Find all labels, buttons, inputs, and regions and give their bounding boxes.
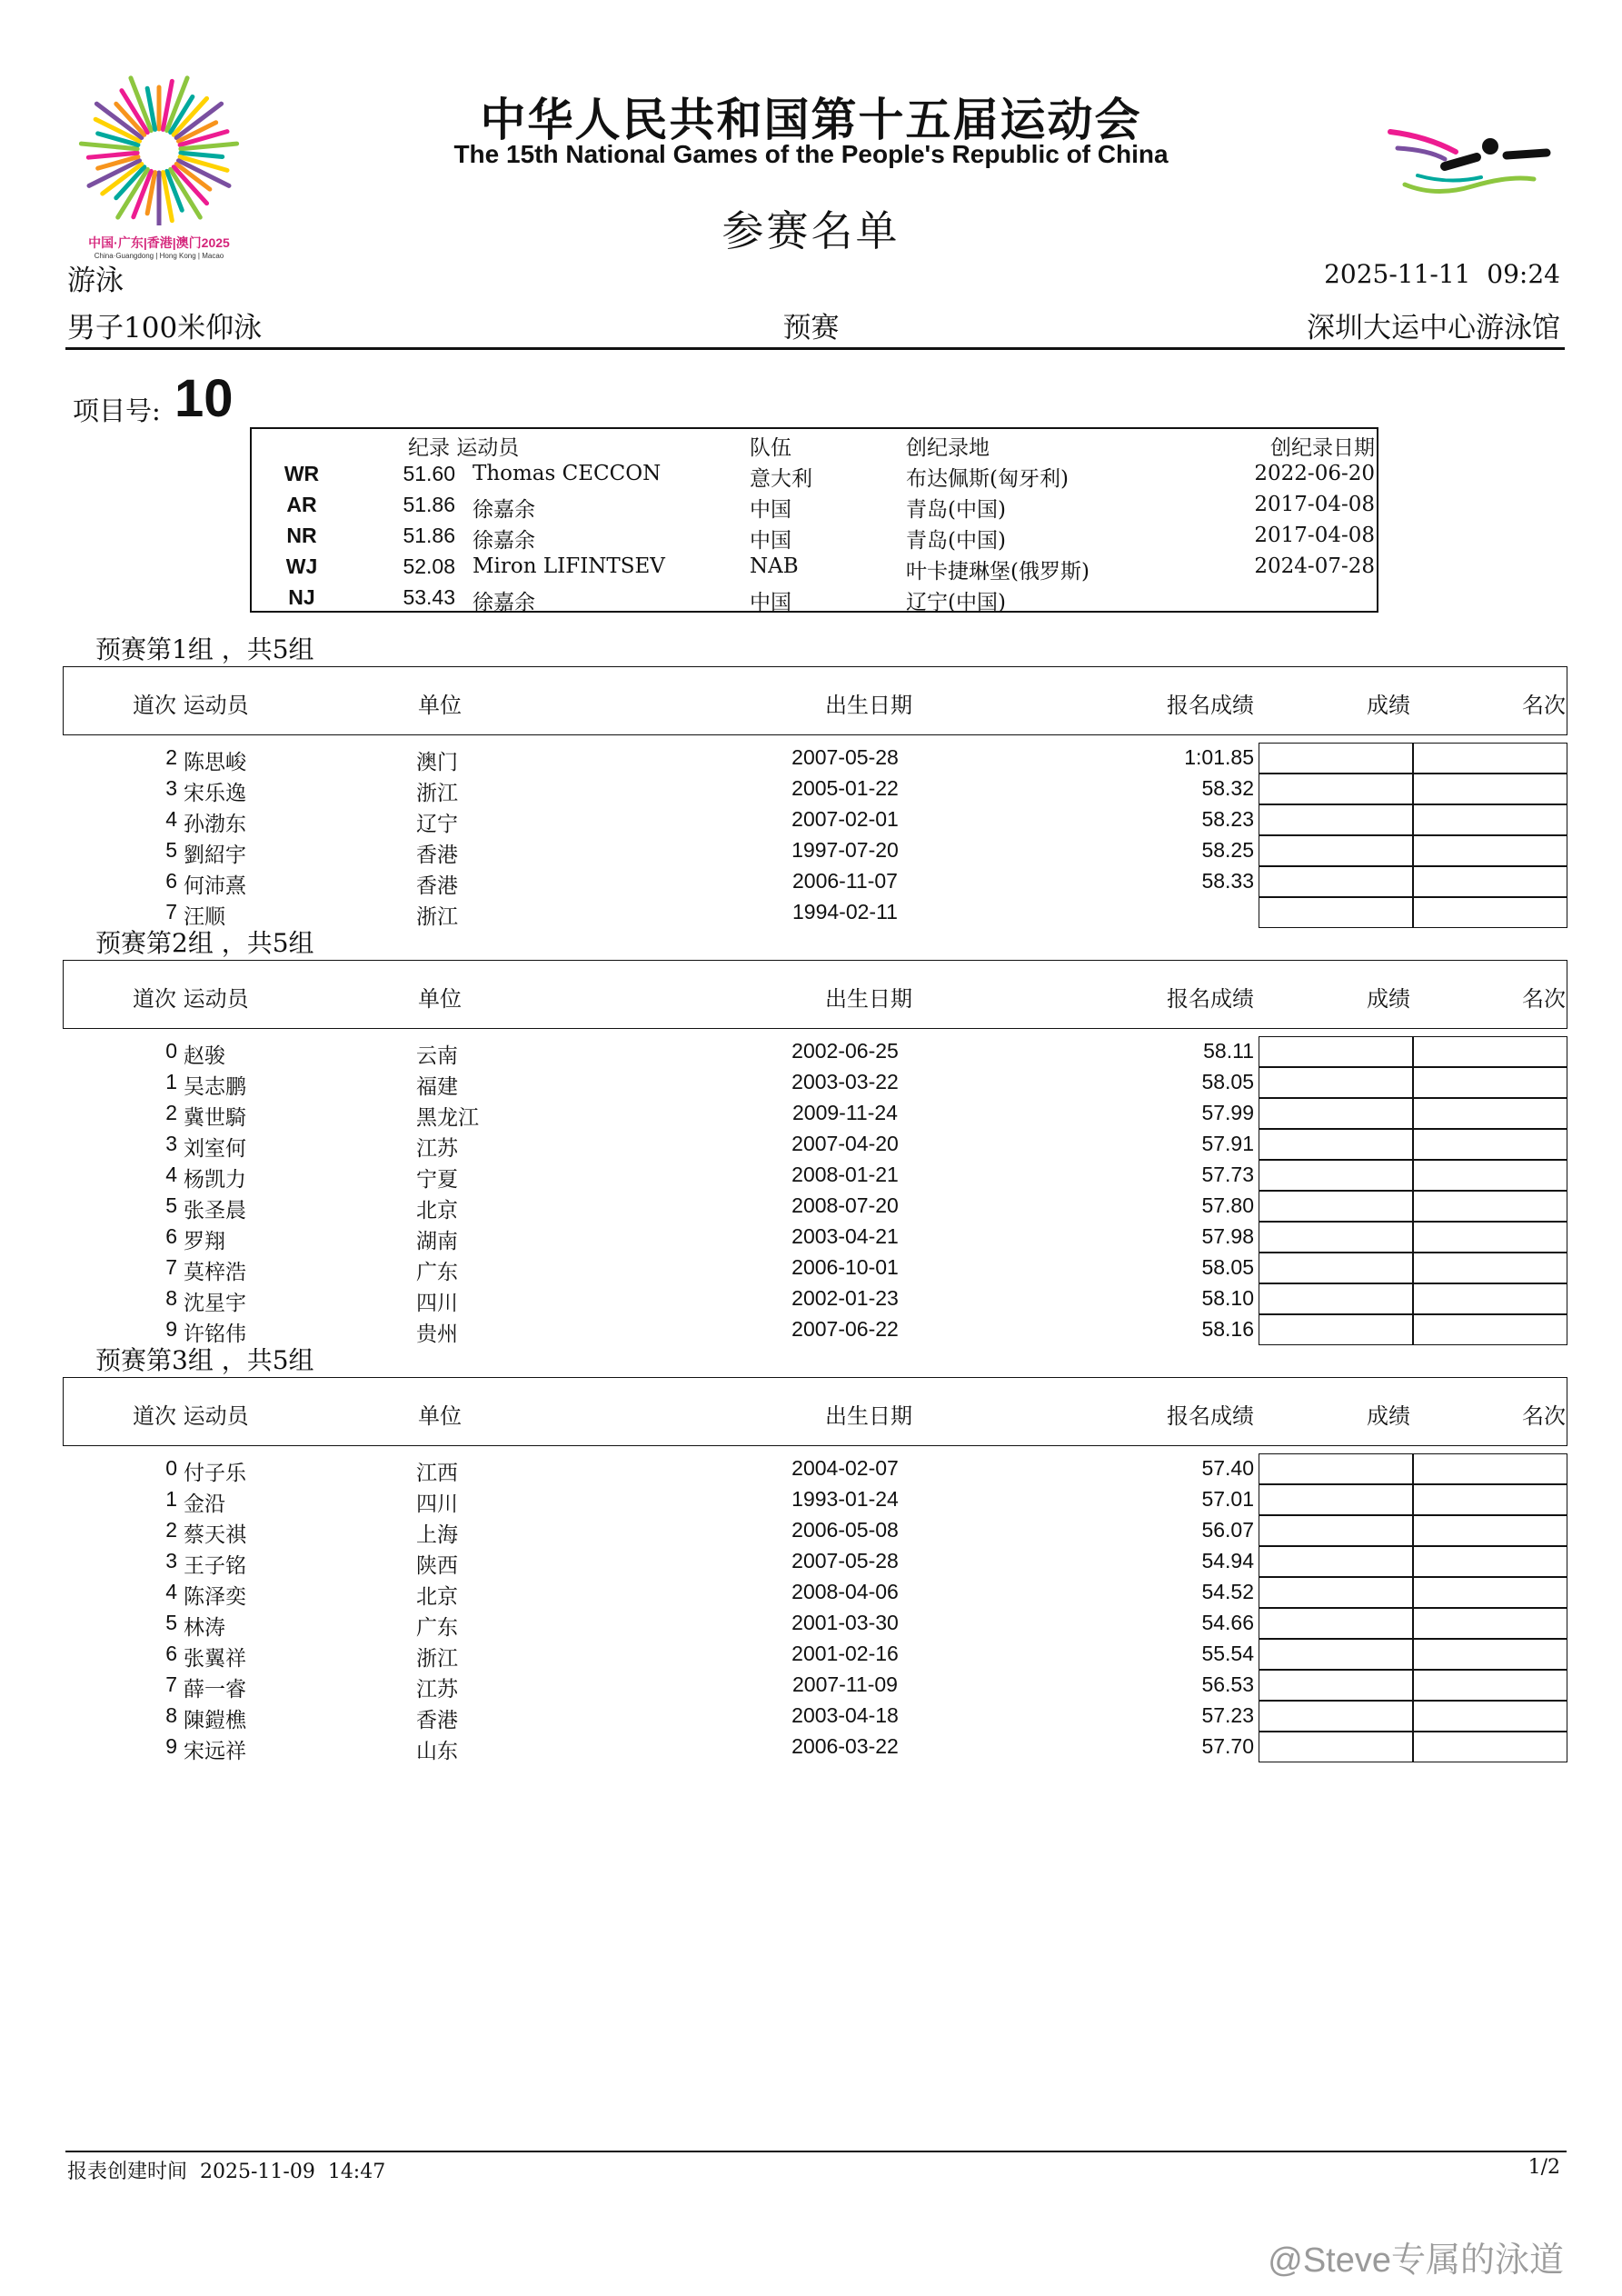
birth-date: 2007-02-01 [791,807,899,831]
athlete-unit: 浙江 [416,1647,458,1671]
entry-time: 56.07 [1201,1518,1254,1542]
record-row [252,522,1377,553]
lane-number: 7 [165,1672,177,1696]
birth-date: 2007-05-28 [791,745,899,769]
rank-box [1413,1160,1567,1191]
rank-box [1413,1546,1567,1577]
record-place: 青岛(中国) [906,529,1006,553]
entry-time: 57.70 [1201,1734,1254,1758]
athlete-name: 张翼祥 [184,1647,246,1671]
athlete-name: 汪顺 [184,905,225,929]
birth-date: 2002-01-23 [791,1286,899,1310]
athlete-name: 张圣晨 [184,1199,246,1223]
result-box [1259,1314,1413,1345]
result-box [1259,1639,1413,1670]
page-number: 1/2 [1527,2156,1560,2179]
record-code: NR [286,524,317,547]
result-box [1259,835,1413,866]
lane-number: 7 [165,900,177,923]
record-code: NJ [288,585,315,609]
heat-table-header [63,960,1567,1029]
entry-time: 54.52 [1201,1580,1254,1603]
result-box [1259,1732,1413,1762]
athlete-unit: 香港 [416,1709,458,1732]
result-box [1259,1670,1413,1701]
records-table [250,427,1378,613]
athlete-name: 孙渤东 [184,813,246,836]
athlete-name: 薛一睿 [184,1678,246,1702]
record-code: WR [284,462,320,485]
watermark: @Steve专属的泳道 [1268,2241,1564,2280]
result-box [1259,1701,1413,1732]
header-unit: 单位 [418,1403,462,1429]
athlete-name: 赵骏 [184,1044,225,1068]
entry-time: 58.11 [1203,1039,1254,1063]
entry-time: 54.94 [1201,1549,1254,1572]
entry-time: 57.40 [1201,1456,1254,1480]
birth-date: 2006-05-08 [791,1518,899,1542]
table-row [0,1670,1622,1701]
entry-time: 57.80 [1201,1193,1254,1217]
table-row [0,743,1622,774]
result-box [1259,1036,1413,1067]
lane-number: 9 [165,1317,177,1341]
header-lane-athlete: 道次 运动员 [133,693,249,718]
lane-number: 9 [165,1734,177,1758]
table-row [0,1515,1622,1546]
athlete-name: 金沿 [184,1492,225,1516]
entry-time: 57.01 [1201,1487,1254,1511]
birth-date: 2007-06-22 [791,1317,899,1341]
athlete-name: 王子铭 [184,1554,246,1578]
record-time: 52.08 [403,554,455,578]
record-time: 53.43 [403,585,455,609]
record-team: NAB [750,554,799,578]
lane-number: 4 [165,807,177,831]
rank-box [1413,774,1567,804]
lane-number: 3 [165,776,177,800]
entry-time: 57.98 [1201,1224,1254,1248]
lane-number: 0 [165,1039,177,1063]
records-header-date: 创纪录日期 [1270,436,1375,460]
entry-time: 57.99 [1201,1101,1254,1124]
table-row [0,835,1622,866]
birth-date: 1997-07-20 [791,838,899,862]
table-row [0,1191,1622,1222]
athlete-unit: 江西 [416,1462,458,1485]
result-box [1259,1191,1413,1222]
rank-box [1413,1314,1567,1345]
table-row [0,1253,1622,1283]
record-athlete: 徐嘉余 [473,498,535,522]
result-box [1259,1129,1413,1160]
table-row [0,866,1622,897]
header-result: 成绩 [1367,693,1410,718]
lane-number: 1 [165,1487,177,1511]
athlete-unit: 山东 [416,1740,458,1763]
header-dob: 出生日期 [825,986,912,1012]
header-entry-time: 报名成绩 [1167,986,1254,1012]
header-entry-time: 报名成绩 [1167,693,1254,718]
birth-date: 1993-01-24 [791,1487,899,1511]
athlete-unit: 澳门 [416,751,458,774]
athlete-name: 劉紹宇 [184,844,246,867]
entry-time: 58.05 [1201,1070,1254,1093]
record-row [252,553,1377,584]
rank-box [1413,835,1567,866]
table-row [0,1546,1622,1577]
birth-date: 2006-11-07 [792,869,898,893]
result-box [1259,1453,1413,1484]
birth-date: 2009-11-24 [792,1101,898,1124]
entry-time: 55.54 [1201,1642,1254,1665]
table-row [0,1484,1622,1515]
athlete-unit: 上海 [416,1523,458,1547]
entry-time: 56.53 [1201,1672,1254,1696]
result-box [1259,866,1413,897]
table-row [0,1577,1622,1608]
record-athlete: Thomas CECCON [473,462,662,485]
athlete-unit: 北京 [416,1585,458,1609]
athlete-name: 林涛 [184,1616,225,1640]
athlete-name: 付子乐 [184,1462,246,1485]
header-rank: 名次 [1522,1403,1566,1429]
records-header-place: 创纪录地 [906,436,990,460]
birth-date: 2008-04-06 [791,1580,899,1603]
athlete-name: 宋远祥 [184,1740,246,1763]
athlete-unit: 北京 [416,1199,458,1223]
heat-title: 预赛第2组 ，共5组 [95,928,314,958]
lane-number: 1 [165,1070,177,1093]
rank-box [1413,743,1567,774]
header-rank: 名次 [1522,986,1566,1012]
athlete-unit: 四川 [416,1492,458,1516]
header-divider [65,347,1565,350]
birth-date: 2002-06-25 [791,1039,899,1063]
record-athlete: Miron LIFINTSEV [473,554,665,578]
lane-number: 6 [165,869,177,893]
rank-box [1413,1129,1567,1160]
entry-time: 58.10 [1201,1286,1254,1310]
athlete-unit: 贵州 [416,1323,458,1346]
lane-number: 3 [165,1132,177,1155]
lane-number: 2 [165,1518,177,1542]
result-box [1259,1577,1413,1608]
lane-number: 3 [165,1549,177,1572]
rank-box [1413,1515,1567,1546]
result-box [1259,1222,1413,1253]
athlete-unit: 浙江 [416,905,458,929]
lane-number: 8 [165,1286,177,1310]
entry-time: 58.16 [1201,1317,1254,1341]
result-box [1259,1253,1413,1283]
round-name: 预赛 [782,312,840,344]
table-row [0,1639,1622,1670]
rank-box [1413,1067,1567,1098]
result-box [1259,743,1413,774]
birth-date: 2008-07-20 [791,1193,899,1217]
rank-box [1413,1036,1567,1067]
athlete-name: 冀世騎 [184,1106,246,1130]
lane-number: 7 [165,1255,177,1279]
lane-number: 5 [165,838,177,862]
lane-number: 0 [165,1456,177,1480]
birth-date: 2001-02-16 [791,1642,899,1665]
record-team: 中国 [750,529,791,553]
entry-time: 57.73 [1201,1163,1254,1186]
records-header-record-athlete: 纪录 运动员 [408,436,520,460]
athlete-unit: 广东 [416,1616,458,1640]
record-place: 布达佩斯(匈牙利) [906,467,1069,491]
athlete-unit: 江苏 [416,1137,458,1161]
lane-number: 5 [165,1193,177,1217]
event-number-label: 项目号: [73,395,161,426]
header-result: 成绩 [1367,986,1410,1012]
table-row [0,1453,1622,1484]
rank-box [1413,1577,1567,1608]
rank-box [1413,1191,1567,1222]
result-box [1259,897,1413,928]
athlete-name: 何沛熹 [184,874,246,898]
record-date: 2024-07-28 [1254,554,1375,578]
sport-name: 游泳 [67,265,124,297]
record-place: 青岛(中国) [906,498,1006,522]
athlete-name: 刘室何 [184,1137,246,1161]
athlete-unit: 黑龙江 [416,1106,479,1130]
record-date: 2017-04-08 [1254,493,1375,516]
result-box [1259,1484,1413,1515]
birth-date: 2007-11-09 [792,1672,898,1696]
athlete-name: 陈泽奕 [184,1585,246,1609]
result-box [1259,1608,1413,1639]
lane-number: 4 [165,1163,177,1186]
entry-time: 58.23 [1201,807,1254,831]
birth-date: 2007-05-28 [791,1549,899,1572]
rank-box [1413,897,1567,928]
athlete-unit: 香港 [416,874,458,898]
list-title: 参赛名单 [721,206,901,255]
athlete-name: 莫梓浩 [184,1261,246,1284]
record-code: AR [286,493,317,516]
heat-title: 预赛第3组 ，共5组 [95,1345,314,1375]
lane-number: 4 [165,1580,177,1603]
record-time: 51.60 [403,462,455,485]
lane-number: 8 [165,1703,177,1727]
record-team: 意大利 [750,467,812,491]
entry-time: 54.66 [1201,1611,1254,1634]
result-box [1259,774,1413,804]
rank-box [1413,1453,1567,1484]
table-row [0,1608,1622,1639]
table-row [0,1283,1622,1314]
records-header-team: 队伍 [750,436,791,460]
record-code: WJ [285,554,318,578]
games-title-en: The 15th National Games of the People's Republic of China [453,140,1169,168]
entry-time: 58.05 [1201,1255,1254,1279]
result-box [1259,1546,1413,1577]
heat-title: 预赛第1组 ，共5组 [95,634,314,664]
rank-box [1413,1670,1567,1701]
athlete-unit: 辽宁 [416,813,458,836]
entry-time: 58.32 [1201,776,1254,800]
birth-date: 2007-04-20 [791,1132,899,1155]
lane-number: 6 [165,1224,177,1248]
heat-table-header [63,1377,1567,1446]
table-row [0,1129,1622,1160]
table-row [0,1067,1622,1098]
birth-date: 2005-01-22 [791,776,899,800]
record-row [252,491,1377,522]
heat-table-header [63,666,1567,735]
games-title-cn: 中华人民共和国第十五届运动会 [480,95,1142,145]
header-unit: 单位 [418,986,462,1012]
rank-box [1413,1484,1567,1515]
result-box [1259,1098,1413,1129]
header-unit: 单位 [418,693,462,718]
athlete-unit: 宁夏 [416,1168,458,1192]
birth-date: 2004-02-07 [791,1456,899,1480]
header-lane-athlete: 道次 运动员 [133,1403,249,1429]
athlete-name: 蔡天祺 [184,1523,246,1547]
record-team: 中国 [750,498,791,522]
record-date: 2022-06-20 [1254,462,1375,485]
record-place: 叶卡捷琳堡(俄罗斯) [906,560,1090,584]
athlete-unit: 湖南 [416,1230,458,1253]
print-datetime: 2025-11-11 09:24 [1324,259,1560,289]
rank-box [1413,1732,1567,1762]
entry-time: 58.33 [1201,869,1254,893]
athlete-name: 宋乐逸 [184,782,246,805]
rank-box [1413,1253,1567,1283]
rank-box [1413,804,1567,835]
athlete-name: 许铭伟 [184,1323,246,1346]
record-athlete: 徐嘉余 [473,529,535,553]
footer-divider [65,2151,1567,2152]
rank-box [1413,1608,1567,1639]
birth-date: 2003-04-18 [791,1703,899,1727]
table-row [0,1732,1622,1762]
table-row [0,1701,1622,1732]
result-box [1259,1283,1413,1314]
header-rank: 名次 [1522,693,1566,718]
header-entry-time: 报名成绩 [1167,1403,1254,1429]
athlete-unit: 江苏 [416,1678,458,1702]
header-dob: 出生日期 [825,693,912,718]
result-box [1259,1160,1413,1191]
table-row [0,804,1622,835]
event-number: 10 [174,369,234,428]
athlete-name: 沈星宇 [184,1292,246,1315]
rank-box [1413,1701,1567,1732]
athlete-unit: 陕西 [416,1554,458,1578]
result-box [1259,1067,1413,1098]
lane-number: 2 [165,1101,177,1124]
report-created-time: 报表创建时间 2025-11-09 14:47 [67,2161,386,2183]
result-box [1259,1515,1413,1546]
athlete-unit: 广东 [416,1261,458,1284]
entry-time: 57.23 [1201,1703,1254,1727]
record-team: 中国 [750,591,791,614]
lane-number: 2 [165,745,177,769]
rank-box [1413,1222,1567,1253]
rank-box [1413,1098,1567,1129]
entry-time: 58.25 [1201,838,1254,862]
table-row [0,1160,1622,1191]
record-time: 51.86 [403,493,455,516]
athlete-unit: 四川 [416,1292,458,1315]
birth-date: 2006-03-22 [791,1734,899,1758]
record-athlete: 徐嘉余 [473,591,535,614]
table-row [0,1222,1622,1253]
birth-date: 2003-03-22 [791,1070,899,1093]
header-result: 成绩 [1367,1403,1410,1429]
table-row [0,1036,1622,1067]
event-name: 男子100米仰泳 [67,312,263,344]
birth-date: 2008-01-21 [791,1163,899,1186]
athlete-name: 罗翔 [184,1230,225,1253]
lane-number: 5 [165,1611,177,1634]
athlete-name: 吴志鹏 [184,1075,246,1099]
logo-text-cn: 中国·广东|香港|澳门2025 [88,235,230,250]
header-lane-athlete: 道次 运动员 [133,986,249,1012]
table-row [0,1098,1622,1129]
record-time: 51.86 [403,524,455,547]
entry-time: 57.91 [1201,1132,1254,1155]
table-row [0,774,1622,804]
rank-box [1413,1283,1567,1314]
record-row [252,584,1377,614]
lane-number: 6 [165,1642,177,1665]
header-dob: 出生日期 [825,1403,912,1429]
athlete-name: 陳鎧樵 [184,1709,246,1732]
record-date: 2017-04-08 [1254,524,1375,547]
athlete-name: 陈思峻 [184,751,246,774]
birth-date: 1994-02-11 [792,900,898,923]
record-row [252,460,1377,491]
venue-name: 深圳大运中心游泳馆 [1307,312,1560,344]
logo-text-en: China·Guangdong | Hong Kong | Macao [94,252,224,260]
birth-date: 2001-03-30 [791,1611,899,1634]
athlete-unit: 福建 [416,1075,458,1099]
record-place: 辽宁(中国) [906,591,1006,614]
athlete-unit: 香港 [416,844,458,867]
athlete-unit: 浙江 [416,782,458,805]
rank-box [1413,1639,1567,1670]
athlete-name: 杨凯力 [184,1168,246,1192]
birth-date: 2003-04-21 [791,1224,899,1248]
rank-box [1413,866,1567,897]
athlete-unit: 云南 [416,1044,458,1068]
birth-date: 2006-10-01 [791,1255,899,1279]
result-box [1259,804,1413,835]
entry-time: 1:01.85 [1184,745,1254,769]
